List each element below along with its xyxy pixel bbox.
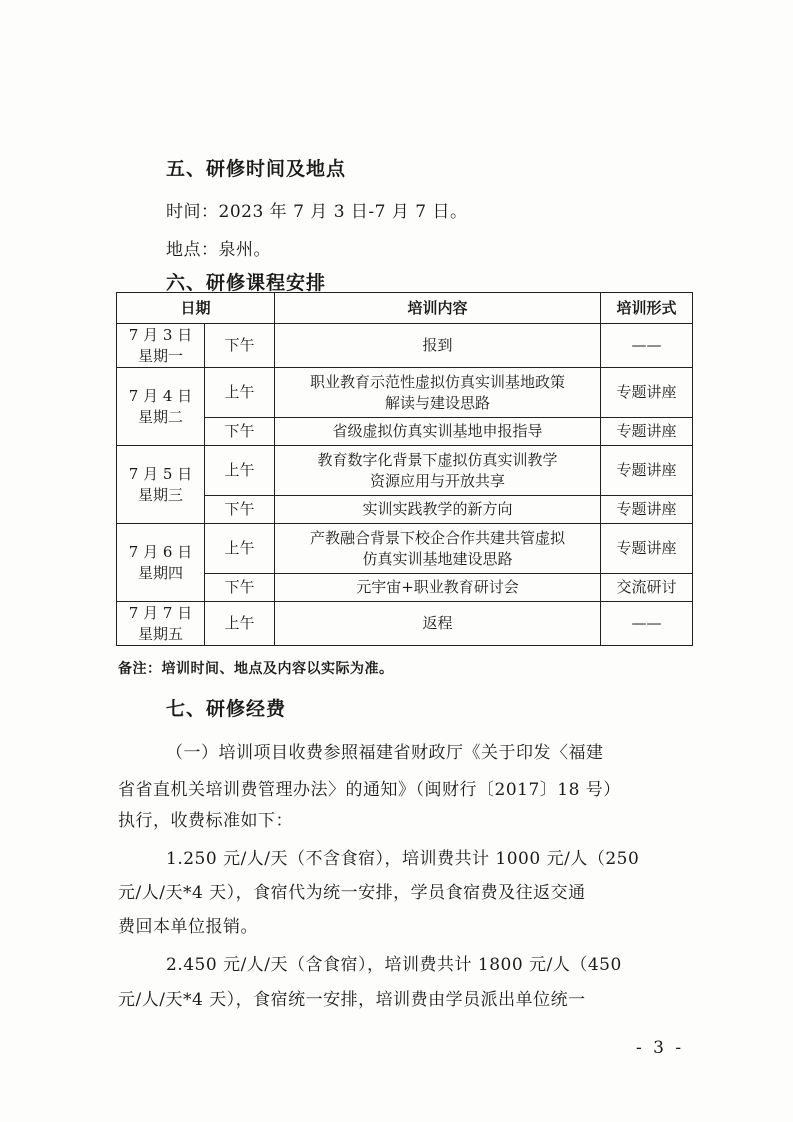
form-cell: —— <box>601 324 693 368</box>
date-text: 7 月 6 日 <box>128 542 193 561</box>
table-note: 备注：培训时间、地点及内容以实际为准。 <box>118 661 394 677</box>
period-cell: 下午 <box>205 574 275 602</box>
period-cell: 上午 <box>205 524 275 574</box>
period-cell: 下午 <box>205 418 275 446</box>
fee-item-line: 费回本单位报销。 <box>118 917 258 937</box>
date-text: 7 月 4 日 <box>128 386 193 405</box>
place-line: 地点：泉州。 <box>166 240 271 260</box>
content-line: 产教融合背景下校企合作共建共管虚拟 <box>310 528 566 547</box>
table-row <box>117 446 693 496</box>
weekday-text: 星期三 <box>137 485 183 504</box>
weekday-text: 星期二 <box>137 407 183 426</box>
content-cell: 实训实践教学的新方向 <box>275 496 601 524</box>
time-line: 时间：2023 年 7 月 3 日-7 月 7 日。 <box>166 202 468 222</box>
content-cell: 报到 <box>275 324 601 368</box>
section-seven-title: 七、研修经费 <box>166 698 287 720</box>
content-line: 解读与建设思路 <box>385 393 491 412</box>
header-form: 培训形式 <box>601 293 693 324</box>
table-row <box>117 324 693 368</box>
date-text: 7 月 7 日 <box>128 603 193 622</box>
content-cell: 返程 <box>275 602 601 646</box>
date-cell <box>117 368 205 446</box>
fee-item-line: 元/人/天*4 天），食宿代为统一安排，学员食宿费及往返交通 <box>118 883 586 903</box>
form-cell: 专题讲座 <box>601 524 693 574</box>
content-line: 教育数字化背景下虚拟仿真实训教学 <box>317 450 558 469</box>
weekday-text: 星期一 <box>137 346 183 365</box>
content-cell: 元宇宙+职业教育研讨会 <box>275 574 601 602</box>
date-cell <box>117 324 205 368</box>
fee-item-line: 元/人/天*4 天），食宿统一安排，培训费由学员派出单位统一 <box>118 990 586 1010</box>
fee-para-line: （一）培训项目收费参照福建省财政厅《关于印发〈福建 <box>166 743 604 763</box>
period-cell: 下午 <box>205 496 275 524</box>
content-cell <box>275 524 601 574</box>
date-cell <box>117 524 205 602</box>
date-text: 7 月 3 日 <box>128 325 193 344</box>
section-five-title: 五、研修时间及地点 <box>166 158 347 180</box>
header-content: 培训内容 <box>275 293 601 324</box>
content-cell <box>275 446 601 496</box>
weekday-text: 星期四 <box>137 563 183 582</box>
period-cell: 下午 <box>205 324 275 368</box>
content-cell <box>275 368 601 418</box>
content-cell: 省级虚拟仿真实训基地申报指导 <box>275 418 601 446</box>
form-cell: 专题讲座 <box>601 418 693 446</box>
page-number: - 3 - <box>636 1038 685 1058</box>
content-line: 仿真实训基地建设思路 <box>362 549 513 568</box>
fee-item-line: 2.450 元/人/天（含食宿），培训费共计 1800 元/人（450 <box>166 955 622 975</box>
fee-para-line: 省省直机关培训费管理办法〉的通知》（闽财行〔2017〕18 号） <box>118 780 621 800</box>
form-cell: —— <box>601 602 693 646</box>
period-cell: 上午 <box>205 368 275 418</box>
table-row <box>117 524 693 574</box>
date-text: 7 月 5 日 <box>128 464 193 483</box>
schedule-table <box>116 292 693 646</box>
content-line: 职业教育示范性虚拟仿真实训基地政策 <box>310 372 566 391</box>
form-cell: 专题讲座 <box>601 368 693 418</box>
table-row <box>117 368 693 418</box>
period-cell: 上午 <box>205 446 275 496</box>
table-header-row <box>117 293 693 324</box>
date-cell <box>117 446 205 524</box>
form-cell: 专题讲座 <box>601 496 693 524</box>
form-cell: 交流研讨 <box>601 574 693 602</box>
content-line: 资源应用与开放共享 <box>370 471 506 490</box>
fee-para-line: 执行，收费标准如下： <box>118 811 293 831</box>
period-cell: 上午 <box>205 602 275 646</box>
table-row <box>117 602 693 646</box>
form-cell: 专题讲座 <box>601 446 693 496</box>
weekday-text: 星期五 <box>137 624 183 643</box>
header-date: 日期 <box>117 293 275 324</box>
section-six-title: 六、研修课程安排 <box>166 272 327 294</box>
fee-item-line: 1.250 元/人/天（不含食宿），培训费共计 1000 元/人（250 <box>166 849 640 869</box>
date-cell <box>117 602 205 646</box>
